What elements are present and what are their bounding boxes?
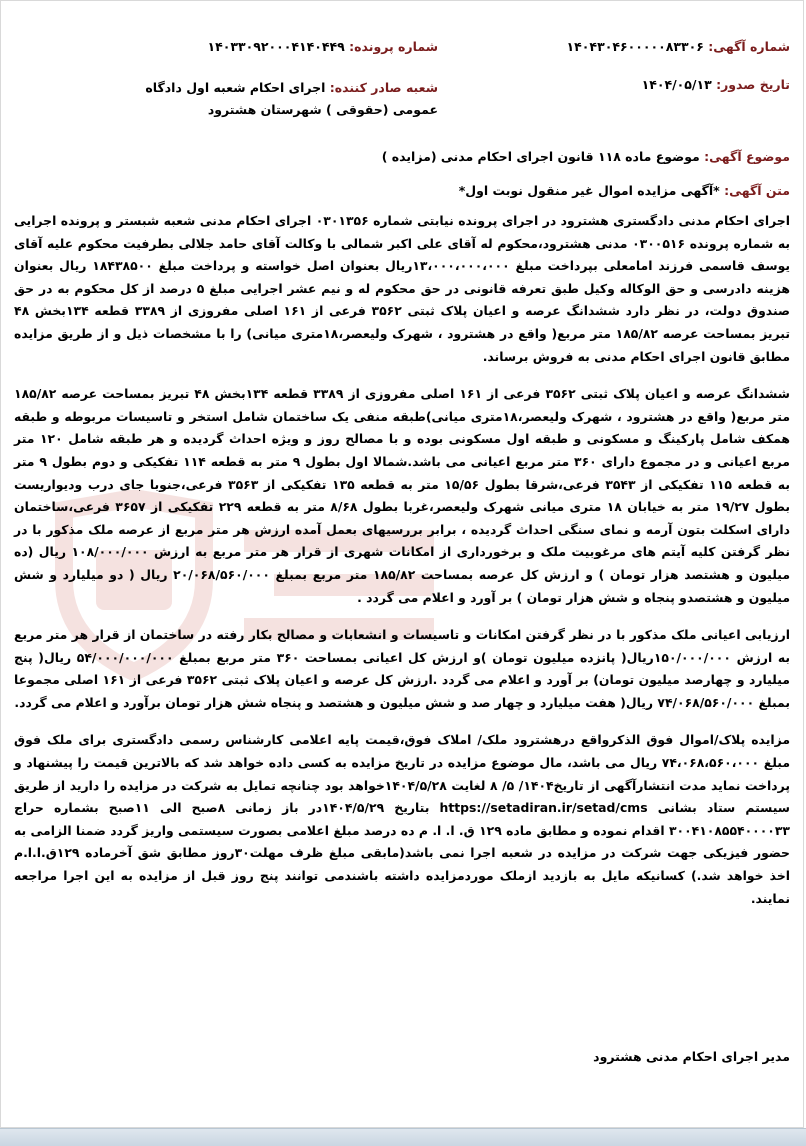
notice-body bbox=[14, 210, 790, 925]
notice-number-value: ۱۴۰۴۳۰۴۶۰۰۰۰۰۸۳۳۰۶ bbox=[566, 39, 704, 54]
paragraph-auction-terms: مزایده پلاک/اموال فوق الذکرواقع درهشترود ملک/ املاک فوق،قیمت پایه اعلامی کارشناس رسمی دادگستری برای ملک فوق مبلغ ۷۴،۰۶۸،۵۶۰،۰۰۰ ریال می باشد، مال موضوع مزایده در تاریخ مزایده به کسی داده خواهد شد که بالاترین قیمت را پیشنهاد و پرداخت نماید مدت انتشارآگهی از تاریخ۱۴۰۴/ ۵/ ۸ لغایت ۱۴۰۴/۵/۲۸خواهد بود چنانچه تمایل به شرکت در مزایده را دارید از طریق سیستم ستاد بشانی https://setadiran.ir/setad/cms بتاریخ ۱۴۰۴/۵/۲۹در باز زمانی ۸صبح الی ۱۱صبح بشماره حراج ۳۰۰۴۱۰۸۵۵۴۰۰۰۰۳۳ اقدام نموده و مطابق ماده ۱۲۹ ق. ا. ا. م ده درصد مبلغ اعلامی بصورت سیستمی واریز گردد ضمنا الزامی به حضور فیزیکی جهت شرکت در مزایده در شعبه اجرا نمی باشد(مابقی مبلغ ظرف مهلت۳۰روز مطابق شق آخرماده ۱۲۹ق.ا.ا.م اخذ خواهد شد.) کسانیکه مایل به بازدید ازملک موردمزایده داشته باشندمی توانند پنج روز قبل از مزایده به این اجرا مراجعه نمایند. bbox=[14, 732, 791, 906]
paragraph-property-description: ششدانگ عرصه و اعیان پلاک ثبتی ۳۵۶۲ فرعی از ۱۶۱ اصلی مفروزی از ۳۳۸۹ قطعه ۱۳۴بخش ۴۸ تبریز بمساحت عرصه ۱۸۵/۸۲ متر مربع( واقع در هشترود ، شهرک ولیعصر،۱۸متری میانی)طبقه منفی یک ساختمان شامل استخر و تاسیسات مربوطه و طبقه همکف شامل پارکینگ و مسکونی و طبقه اول مسکونی بوده و با مصالح روز و ویژه احداث گردیده و هر طبقه شامل ۱۲۰ متر مربع اعیانی و در مجموع دارای ۳۶۰ متر مربع اعیانی می باشد.شمالا اول بطول ۹ متر به قطعه ۱۱۴ تفکیکی و دوم بطول ۹ متر به قطعه ۱۱۵ تفکیکی از ۳۵۴۳ فرعی،شرقا بطول ۱۵/۵۶ متر به قطعه ۱۳۵ تفکیکی از ۳۵۶۳ فرعی،جنوبا جای درب ودیواریست بطول ۱۹/۲۷ متر به خیابان ۱۸ متری میانی شهرک ولیعصر،غربا بطول ۸/۶۸ متر به قطعه ۲۲۹ تفکیکی از ۳۶۵۷ فرعی،ساختمان دارای اسکلت بتون آرمه و نمای سنگی احداث گردیده ، برابر بررسیهای بعمل آمده ارزش هر متر مربع از عرصه ملک مذکور با در نظر گرفتن کلیه آیتم های مرغوبیت ملک و برخورداری از امکانات شهری از قرار هر متر مربع به ارزش ۱۰۸/۰۰۰/۰۰۰ ریال (ده میلیون و هشتصد هزار تومان ) و ارزش کل عرصه بمساحت ۱۸۵/۸۲ متر مربع بمبلغ ۲۰/۰۶۸/۵۶۰/۰۰۰ ریال ( دو میلیارد و شش میلیون و هشتصدو پنجاه و شش هزار تومان ) بر آورد و اعلام می گردد . bbox=[14, 386, 791, 605]
paragraph-intro: اجرای احکام مدنی دادگستری هشترود در اجرای پرونده نیابتی شماره ۰۳۰۱۳۵۶ اجرای احکام مدنی شعبه شبستر و پرونده اجرایی به شماره پرونده ۰۳۰۰۵۱۶ مدنی هشترود،محکوم له آقای علی اکبر شمالی با وکالت آقای حامد جلالی بطرفیت محکوم علیه آقای یوسف قاسمی فرزند امامعلی بپرداخت مبلغ ۱۳،۰۰۰،۰۰۰،۰۰۰ریال بعنوان اصل خواسته و پرداخت مبلغ ۱۸۴۳۸۵۰۰ ریال بعنوان هزینه دادرسی و حق الوکاله وکیل طبق تعرفه قانونی در حق محکوم له و نیم عشر اجرایی مبلغ ۵ درصد از کل محکوم به در حق صندوق دولت، در نظر دارد ششدانگ عرصه و اعیان پلاک ثبتی ۳۵۶۲ فرعی از ۱۶۱ اصلی مفروزی از ۳۳۸۹ قطعه ۱۳۴بخش ۴۸ تبریز بمساحت عرصه ۱۸۵/۸۲ متر مربع( واقع در هشترود ، شهرک ولیعصر،۱۸متری میانی) را با مشخصات ذیل و از طریق مزایده مطابق قانون اجرای احکام مدنی به فروش برساند. bbox=[14, 213, 790, 364]
subject-label: موضوع آگهی: bbox=[704, 149, 790, 164]
issuing-branch-value: اجرای احکام شعبه اول دادگاه عمومی (حقوقی ) شهرستان هشترود bbox=[145, 80, 438, 117]
file-number bbox=[207, 39, 438, 54]
issue-date bbox=[642, 77, 790, 92]
issuing-branch bbox=[118, 77, 438, 121]
bottom-strip bbox=[0, 1128, 806, 1146]
file-number-label: شماره پرونده: bbox=[349, 39, 438, 54]
notice-text-label: متن آگهی: bbox=[724, 183, 790, 198]
issuing-branch-label: شعبه صادر کننده: bbox=[329, 80, 438, 95]
subject-value: موضوع ماده ۱۱۸ قانون اجرای احکام مدنی (مزایده ) bbox=[381, 149, 700, 164]
issue-date-label: تاریخ صدور: bbox=[716, 77, 790, 92]
signature: مدیر اجرای احکام مدنی هشترود bbox=[593, 1049, 790, 1064]
notice-number bbox=[567, 39, 790, 54]
notice-number-label: شماره آگهی: bbox=[708, 39, 790, 54]
paragraph-building-valuation: ارزیابی اعیانی ملک مذکور با در نظر گرفتن امکانات و تاسیسات و انشعابات و مصالح بکار رفته در ساختمان از قرار هر متر مربع به ارزش ۱۵۰/۰۰۰/۰۰۰ریال( پانزده میلیون تومان )و ارزش کل اعیانی بمساحت ۳۶۰ متر مربع بمبلغ ۵۴/۰۰۰/۰۰۰/۰۰۰ ریال( پنج میلیارد و چهارصد میلیون تومان) بر آورد و اعلام می گردد .ارزش کل عرصه و اعیان پلاک ثبتی ۳۵۶۲ فرعی از ۱۶۱ اصلی مجموعا بمبلغ ۷۴/۰۶۸/۵۶۰/۰۰۰ ریال( هفت میلیارد و چهار صد و شش میلیون و هشتصد و پنجاه شش هزار تومان برآورد و اعلام می گردد. bbox=[14, 627, 790, 710]
notice-subject bbox=[382, 149, 790, 164]
notice-text-heading bbox=[459, 183, 790, 198]
issue-date-value: ۱۴۰۴/۰۵/۱۳ bbox=[641, 77, 712, 92]
notice-heading: *آگهی مزایده اموال غیر منقول نوبت اول* bbox=[458, 183, 720, 198]
file-number-value: ۱۴۰۳۳۰۹۲۰۰۰۴۱۴۰۴۴۹ bbox=[207, 39, 345, 54]
